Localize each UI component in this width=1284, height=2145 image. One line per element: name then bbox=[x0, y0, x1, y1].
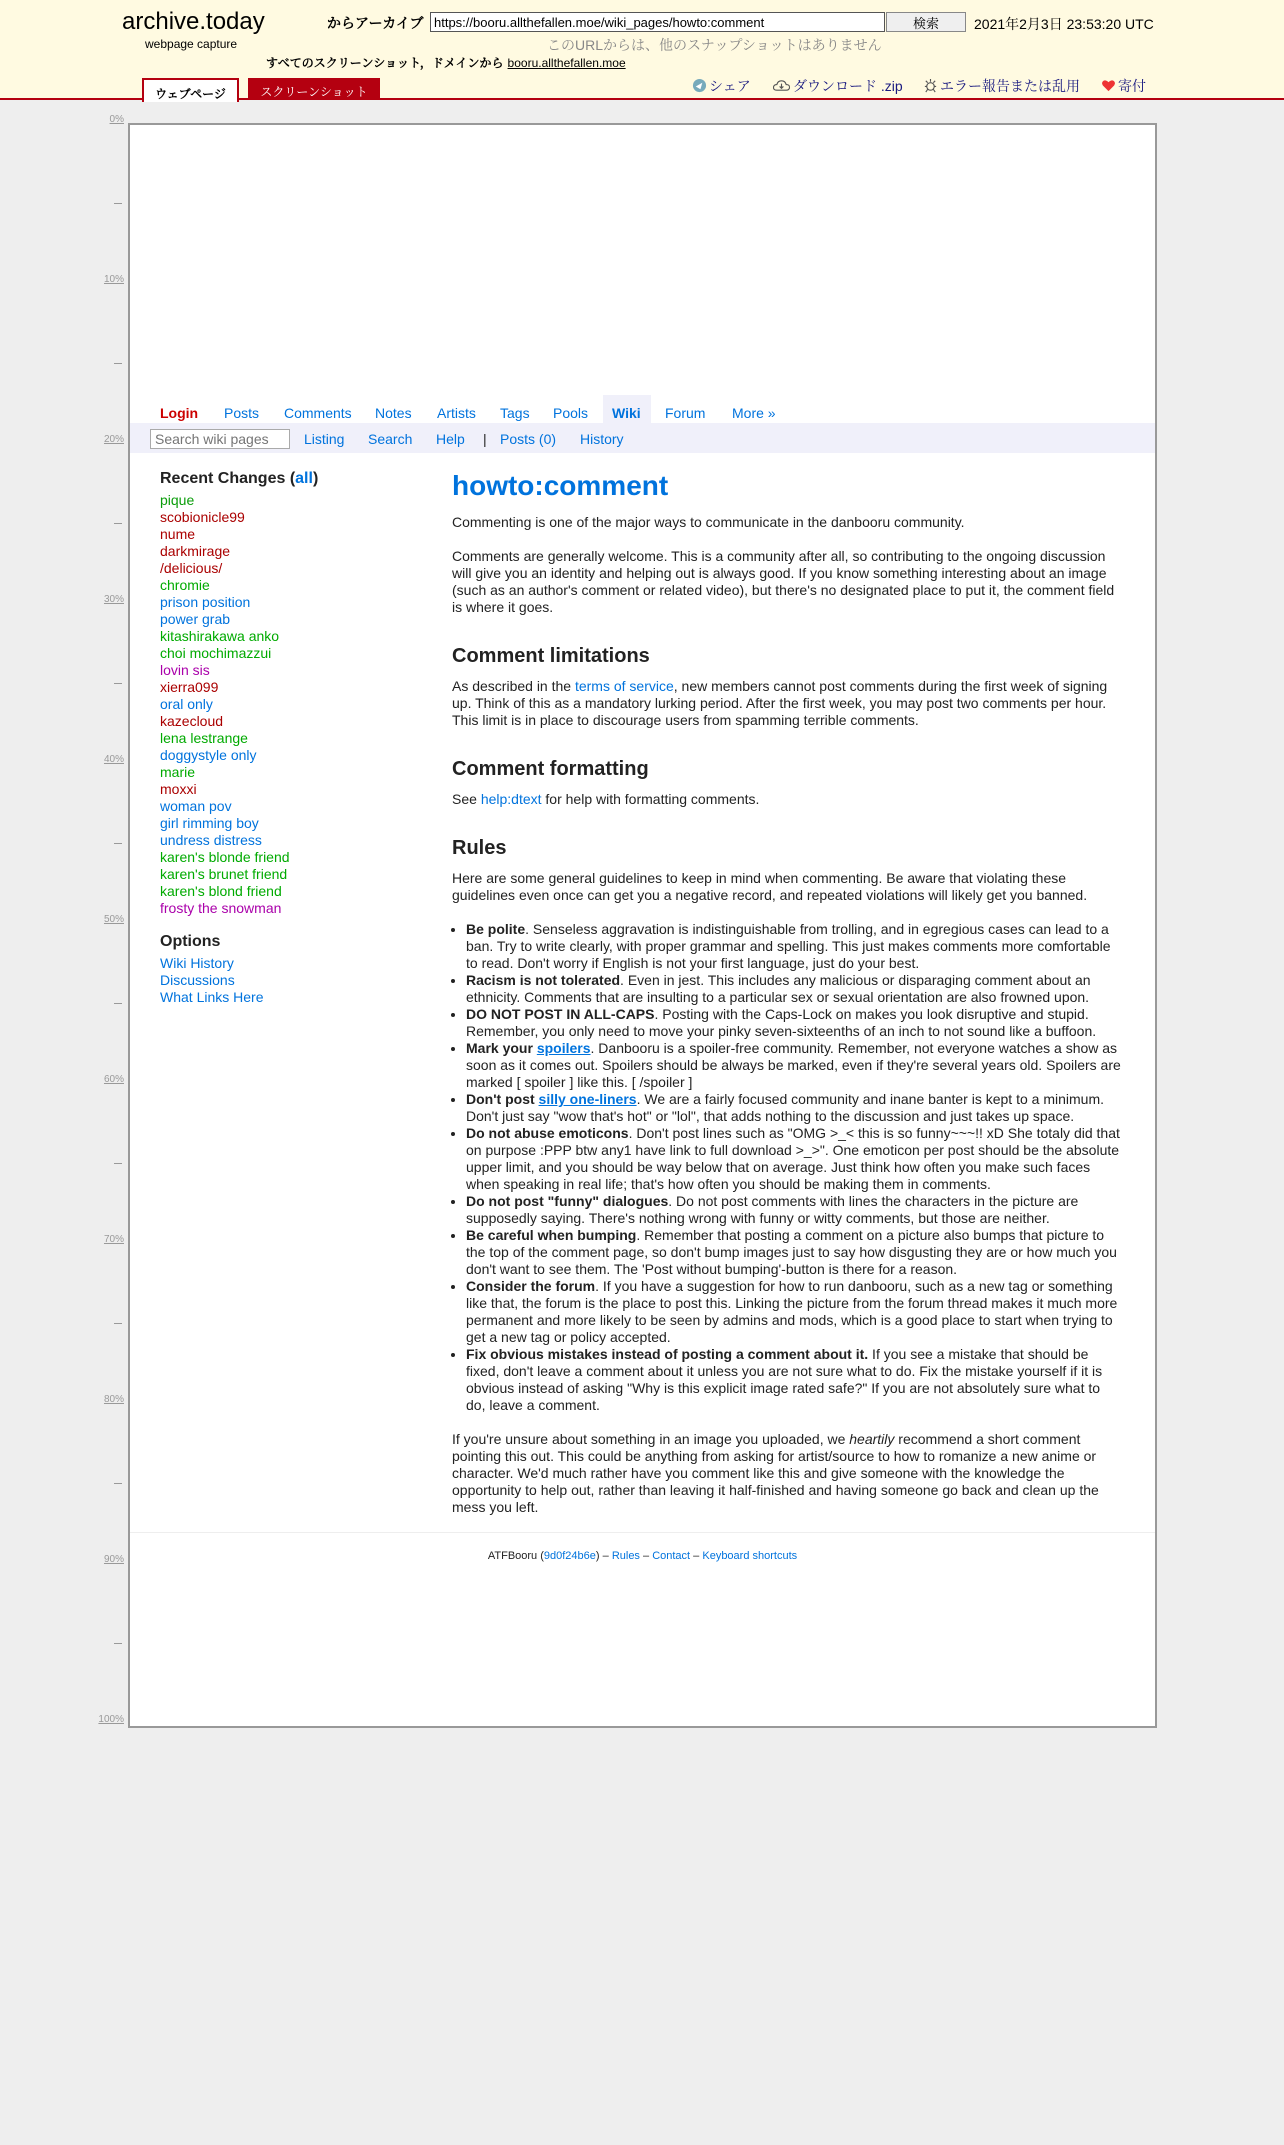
rule-title: Do not post "funny" dialogues bbox=[466, 1193, 669, 1209]
page-title: howto:comment bbox=[452, 470, 669, 501]
rule-title: Be careful when bumping bbox=[466, 1227, 637, 1243]
text-span: for help with formatting comments. bbox=[541, 791, 760, 807]
recent-change-item[interactable]: chromie bbox=[160, 577, 210, 593]
recent-change-item[interactable]: karen's blonde friend bbox=[160, 849, 290, 865]
no-other-snapshots-note: このURLからは、他のスナップショットはありません bbox=[547, 37, 882, 53]
donate-button[interactable] bbox=[1101, 76, 1146, 96]
wiki-closing-paragraph bbox=[452, 1431, 1122, 1516]
footer-dash: – bbox=[693, 1550, 700, 1562]
archive-header bbox=[0, 0, 1284, 100]
recent-change-item[interactable]: karen's blond friend bbox=[160, 883, 282, 899]
site-footer bbox=[130, 1550, 1155, 1562]
rule-title: Consider the forum bbox=[466, 1278, 596, 1294]
nav-forum[interactable]: Forum bbox=[665, 405, 706, 421]
text-span: , new members cannot post comments during the first week of signing up. Think of this as a mandatory lurking period. After the first week, you may post two comments per hour. This limit is in place to discourage users from spamming terrible comments. bbox=[452, 678, 1108, 728]
wiki-paragraph: Comments are generally welcome. This is a community after all, so contributing to the ongoing discussion will give you an identity and helping out is always good. If you know something interesting about an image (such as an author's comment or related video), but there's no designated place to put it, the comment field is where it goes. bbox=[452, 548, 1115, 615]
wiki-paragraph bbox=[452, 678, 1122, 729]
recent-change-item[interactable]: moxxi bbox=[160, 781, 197, 797]
ruler-label[interactable]: 10% bbox=[103, 274, 124, 285]
wiki-sidebar bbox=[160, 470, 430, 1006]
nav-posts[interactable]: Posts bbox=[224, 405, 260, 421]
silly-one-liners-link[interactable]: silly one-liners bbox=[538, 1091, 637, 1107]
ruler-label[interactable]: 50% bbox=[103, 914, 124, 925]
ruler-label[interactable]: 80% bbox=[103, 1394, 124, 1405]
footer-shortcuts-link[interactable]: Keyboard shortcuts bbox=[702, 1550, 798, 1562]
recent-change-item[interactable]: undress distress bbox=[160, 832, 262, 848]
rule-text: . Posting with the Caps-Lock on makes you look disruptive and stupid. Remember, you only need to move your pinky seven-sixteenths of an inch to not sound like a buffoon. bbox=[466, 1006, 1097, 1039]
nav-comments[interactable]: Comments bbox=[284, 405, 352, 421]
rule-item bbox=[466, 1346, 1122, 1414]
options-heading: Options bbox=[160, 933, 221, 950]
ruler-tick bbox=[114, 203, 122, 204]
rule-text: . Do not post comments with lines the characters in the picture are supposedly saying. There's nothing wrong with funny or witty comments, but those are neither. bbox=[466, 1193, 1079, 1226]
subnav-help[interactable]: Help bbox=[436, 431, 465, 447]
text-span: If you're unsure about something in an image you uploaded, we bbox=[452, 1431, 850, 1447]
subnav-listing[interactable]: Listing bbox=[304, 431, 345, 447]
rule-item bbox=[466, 1040, 1122, 1091]
rule-title: Mark your bbox=[466, 1040, 537, 1056]
help-dtext-link[interactable]: help:dtext bbox=[480, 791, 542, 807]
rule-item bbox=[466, 972, 1122, 1006]
ruler-tick bbox=[114, 363, 122, 364]
cloud-download-icon bbox=[772, 78, 791, 93]
text-span: recommend a short comment pointing this out. This could be anything from asking for artist/source to how to romanize a new anime or character. We'd much rather have you comment like this and give someone with the knowledge the opportunity to help out, rather than leaving it half-finished and having someone go back and clean up the mess you left. bbox=[452, 1431, 1099, 1515]
nav-wiki[interactable]: Wiki bbox=[612, 405, 641, 421]
ruler-tick bbox=[114, 1483, 122, 1484]
nav-more[interactable]: More » bbox=[732, 405, 776, 421]
ruler-label[interactable]: 20% bbox=[103, 434, 124, 445]
ruler-label[interactable]: 30% bbox=[103, 594, 124, 605]
rule-title: Don't post bbox=[466, 1091, 539, 1107]
recent-change-item[interactable]: kitashirakawa anko bbox=[160, 628, 280, 644]
recent-change-item[interactable]: scobionicle99 bbox=[160, 509, 245, 525]
nav-tags[interactable]: Tags bbox=[500, 405, 530, 421]
ruler-label[interactable]: 100% bbox=[98, 1714, 124, 1725]
rule-text: . Danbooru is a spoiler-free community. Remember, not everyone watches a show as soon as it comes out. Spoilers should be always be marked, even if they're several years old. Spoilers are marked [ spoiler ] like this. [ /spoiler ] bbox=[466, 1040, 1121, 1090]
recent-change-item[interactable]: marie bbox=[160, 764, 196, 780]
recent-change-item[interactable]: woman pov bbox=[160, 798, 232, 814]
share-button[interactable] bbox=[692, 76, 751, 96]
wiki-intro: Commenting is one of the major ways to communicate in the danbooru community. bbox=[452, 514, 965, 530]
ruler-label[interactable]: 70% bbox=[103, 1234, 124, 1245]
share-label: シェア bbox=[709, 78, 751, 94]
recent-change-item[interactable]: pique bbox=[160, 492, 195, 508]
rule-text: . If you have a suggestion for how to run danbooru, such as a new tag or something like that, the forum is the place to post this. Linking the picture from the forum thread makes it much more permanent and more likely to be seen by admins and mods, which is a good place to start when trying to get a new tag or policy accepted. bbox=[466, 1278, 1118, 1345]
recent-changes-all-link[interactable]: all bbox=[295, 470, 313, 487]
footer-contact-link[interactable]: Contact bbox=[652, 1550, 691, 1562]
ruler-tick bbox=[114, 843, 122, 844]
recent-change-item[interactable]: choi mochimazzui bbox=[160, 645, 272, 661]
ruler-label[interactable]: 60% bbox=[103, 1074, 124, 1085]
wiki-paragraph: Here are some general guidelines to keep in mind when commenting. Be aware that violating these guidelines even once can get you a negative record, and repeated violations will likely get you banned. bbox=[452, 870, 1088, 903]
option-what-links-here[interactable]: What Links Here bbox=[160, 989, 264, 1005]
recent-changes-heading bbox=[160, 470, 430, 488]
recent-change-item[interactable]: /delicious/ bbox=[160, 560, 223, 576]
ruler-label[interactable]: 0% bbox=[109, 114, 124, 125]
heart-icon bbox=[1101, 78, 1116, 93]
nav-notes[interactable]: Notes bbox=[375, 405, 412, 421]
all-screenshots-domain-link[interactable]: booru.allthefallen.moe bbox=[507, 56, 626, 70]
recent-changes-title: Recent Changes ( bbox=[160, 470, 296, 487]
recent-change-item[interactable]: lena lestrange bbox=[160, 730, 248, 746]
ruler-tick bbox=[114, 1003, 122, 1004]
donate-label: 寄付 bbox=[1118, 78, 1146, 94]
wiki-search-input[interactable] bbox=[150, 429, 290, 449]
subnav-search[interactable]: Search bbox=[368, 431, 413, 447]
download-zip-button[interactable] bbox=[772, 76, 903, 96]
subnav-posts[interactable]: Posts (0) bbox=[500, 431, 557, 447]
rule-item bbox=[466, 1006, 1122, 1040]
footer-dash: – bbox=[602, 1550, 609, 1562]
rule-item bbox=[466, 1193, 1122, 1227]
rule-text: . We are a fairly focused community and inane banter is kept to a minimum. Don't just say "wow that's hot" or "lol", that adds nothing to the discussion and just takes up space. bbox=[466, 1091, 1104, 1124]
report-label: エラー報告または乱用 bbox=[940, 78, 1080, 94]
rules-list bbox=[452, 921, 1122, 1414]
recent-change-item[interactable]: karen's brunet friend bbox=[160, 866, 288, 882]
footer-version-link[interactable]: 9d0f24b6e bbox=[543, 1550, 596, 1562]
rule-item bbox=[466, 921, 1122, 972]
footer-dash: – bbox=[643, 1550, 650, 1562]
rule-text: . Remember that posting a comment on a picture also bumps that picture to the top of the comment page, so don't bump images just to say how disgusting they are or how much you don't want to see them. The 'Post without bumping'-button is there for a reason. bbox=[466, 1227, 1117, 1277]
archive-logo[interactable]: archive.today bbox=[122, 8, 265, 35]
subnav-separator: | bbox=[483, 431, 487, 447]
ruler-tick bbox=[114, 523, 122, 524]
recent-change-item[interactable]: xierra099 bbox=[160, 679, 219, 695]
download-label: ダウンロード .zip bbox=[793, 78, 903, 94]
recent-change-item[interactable]: nume bbox=[160, 526, 196, 542]
archive-datetime: 2021年2月3日 23:53:20 UTC bbox=[974, 16, 1154, 32]
subnav-history[interactable]: History bbox=[580, 431, 624, 447]
rule-title: Be polite bbox=[466, 921, 526, 937]
footer-paren: ) bbox=[595, 1550, 600, 1562]
archive-url-input[interactable] bbox=[430, 12, 885, 32]
wiki-subnav bbox=[130, 423, 1155, 453]
rule-title: Do not abuse emoticons bbox=[466, 1125, 629, 1141]
tab-webpage[interactable]: ウェブページ bbox=[142, 78, 239, 102]
ruler-tick bbox=[114, 1323, 122, 1324]
rule-item bbox=[466, 1278, 1122, 1346]
option-wiki-history[interactable]: Wiki History bbox=[160, 955, 234, 971]
spoilers-link[interactable]: spoilers bbox=[536, 1040, 591, 1056]
recent-change-item[interactable]: lovin sis bbox=[160, 662, 210, 678]
recent-change-item[interactable]: doggystyle only bbox=[160, 747, 257, 763]
rule-text: . Even in jest. This includes any malicious or disparaging comment about an ethnicity. Comments that are insulting to a particular sex or sexual orientation are also frowned upon. bbox=[466, 972, 1091, 1005]
rule-text: . Senseless aggravation is indistinguishable from trolling, and in egregious cases can lead to a ban. Try to write clearly, with proper grammar and spelling. This just makes comments more comfortable to read. Don't worry if English is not your first language, just do your best. bbox=[466, 921, 1111, 971]
ruler-tick bbox=[114, 1163, 122, 1164]
recent-change-item[interactable]: darkmirage bbox=[160, 543, 231, 559]
ruler-tick bbox=[114, 683, 122, 684]
recent-changes-close: ) bbox=[312, 470, 319, 487]
ruler-label[interactable]: 90% bbox=[103, 1554, 124, 1565]
tab-screenshot[interactable]: スクリーンショット bbox=[248, 78, 380, 100]
all-screenshots-text: すべてのスクリーンショット，ドメインから bbox=[266, 56, 504, 70]
emphasis-text: heartily bbox=[849, 1431, 895, 1447]
rule-text: If you see a mistake that should be fixed, don't leave a comment about it unless you are not sure what to do. Fix the mistake yourself if it is obvious instead of asking "Why is this explicit image rated safe?" If you are not absolutely sure what to do, leave a comment. bbox=[466, 1346, 1103, 1413]
nav-artists[interactable]: Artists bbox=[437, 405, 476, 421]
rule-text: . Don't post lines such as "OMG >_< this is so funny~~~!! xD She totaly did that on purpose :PPP btw any1 have link to full download >_>". One emoticon per post should be the absolute upper limit, and you should be way below that on average. Just think how often you make such faces when speaking in real life; that's how often you should be making them in comments. bbox=[466, 1125, 1120, 1192]
section-heading-rules: Rules bbox=[452, 837, 507, 859]
report-button[interactable] bbox=[923, 76, 1080, 96]
main-nav bbox=[130, 395, 1155, 423]
nav-pools[interactable]: Pools bbox=[553, 405, 589, 421]
terms-of-service-link[interactable]: terms of service bbox=[574, 678, 674, 694]
rule-item bbox=[466, 1091, 1122, 1125]
wiki-content bbox=[452, 470, 1122, 1533]
share-icon bbox=[692, 78, 707, 93]
ruler-label[interactable]: 40% bbox=[103, 754, 124, 765]
footer-rules-link[interactable]: Rules bbox=[611, 1550, 640, 1562]
footer-site-name: ATFBooru ( bbox=[487, 1550, 544, 1562]
rule-title: Racism is not tolerated bbox=[466, 972, 621, 988]
recent-change-item[interactable]: girl rimming boy bbox=[160, 815, 259, 831]
all-screenshots-label bbox=[266, 54, 626, 71]
recent-change-item[interactable]: oral only bbox=[160, 696, 213, 712]
archive-from-label: からアーカイブ bbox=[327, 15, 424, 31]
section-heading-limitations: Comment limitations bbox=[452, 645, 650, 667]
archive-logo-subtitle: webpage capture bbox=[145, 37, 238, 51]
recent-change-item[interactable]: kazecloud bbox=[160, 713, 224, 729]
rule-item bbox=[466, 1227, 1122, 1278]
text-span: As described in the bbox=[452, 678, 575, 694]
rule-title: Fix obvious mistakes instead of posting a comment about it. bbox=[466, 1346, 869, 1362]
recent-change-item[interactable]: power grab bbox=[160, 611, 231, 627]
rule-item bbox=[466, 1125, 1122, 1193]
wiki-paragraph bbox=[452, 791, 1122, 808]
footer-divider bbox=[130, 1532, 1155, 1533]
text-span: See bbox=[452, 791, 481, 807]
option-discussions[interactable]: Discussions bbox=[160, 972, 235, 988]
rule-title: DO NOT POST IN ALL-CAPS bbox=[466, 1006, 655, 1022]
archive-search-button[interactable]: 検索 bbox=[886, 12, 966, 32]
recent-change-item[interactable]: frosty the snowman bbox=[160, 900, 282, 916]
ruler-tick bbox=[114, 1643, 122, 1644]
archived-page-frame bbox=[128, 123, 1157, 1728]
section-heading-formatting: Comment formatting bbox=[452, 758, 649, 780]
nav-login[interactable]: Login bbox=[160, 405, 199, 421]
bug-icon bbox=[923, 78, 938, 93]
recent-change-item[interactable]: prison position bbox=[160, 594, 251, 610]
